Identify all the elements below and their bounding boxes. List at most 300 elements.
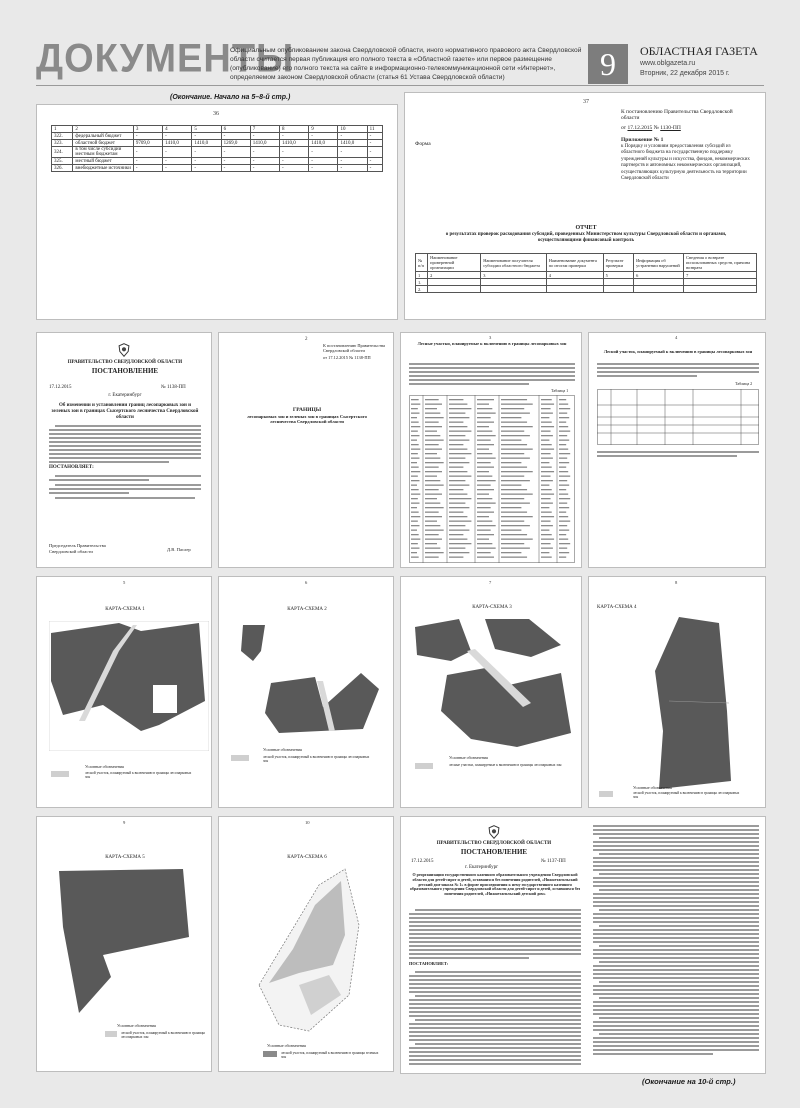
table-text-line [449,476,471,477]
sheet-page-number: 7 [489,580,492,585]
table-text-line [411,426,420,427]
table-row [52,165,383,172]
table-text-line [425,534,439,535]
table-text-line [501,530,521,531]
cell: - [192,133,221,140]
forest-plot-shape [59,869,189,1013]
map-3 [411,615,577,749]
table-text-line [559,408,570,409]
table-text-line [411,480,420,481]
legend-swatch [415,763,433,769]
cell: - [163,158,192,165]
borders-subtitle: лесопарковых зон и зеленых зон в границах Сысертского лесничества Свердловской области [247,414,367,425]
table-text-line [501,498,524,499]
sheet-page-number: 8 [675,580,678,585]
table-header-row [52,126,383,133]
table-text-line [501,503,530,504]
decree-subject: Об изменении и установлении границ лесопарковых зон и зеленых зон в границах Сысертского лесничества Свердловской области [51,403,199,420]
table-text-line [477,530,491,531]
cell: - [367,158,382,165]
table-text-line [477,525,496,526]
government-name: ПРАВИТЕЛЬСТВО СВЕРДЛОВСКОЙ ОБЛАСТИ [436,841,552,846]
legend-swatch [231,755,249,761]
legend-title: Условные обозначения [267,1043,306,1048]
table-text-line [541,453,551,454]
cell: - [338,165,367,172]
table-text-line [477,534,494,535]
map-2 [231,621,391,741]
table-text-line [477,471,489,472]
cell: - [133,133,162,140]
cell: - [367,133,382,140]
legend-text: лесной участок, планируемый к включению в границы зеленых зон [281,1051,379,1060]
table-row [416,279,757,286]
table-text-line [501,408,524,409]
cell: 1410,0 [250,140,279,147]
table-text-line [411,440,417,441]
table-text-line [449,494,467,495]
document-sheet-form [404,92,766,320]
newspaper-name: ОБЛАСТНАЯ ГАЗЕТА [640,44,758,58]
column-header: Информация об устранении нарушений [634,254,684,272]
table-text-line [541,525,553,526]
table-text-line [477,512,494,513]
table-text-line [541,413,553,414]
row-name: областной бюджет [73,140,133,147]
table-text-line [541,489,552,490]
table-text-line [411,525,420,526]
table-text-line [425,512,439,513]
table-text-line [541,534,552,535]
cell: - [133,158,162,165]
table-text-line [425,516,442,517]
table-text-line [411,507,417,508]
table-text-line [501,480,530,481]
table-text-line [449,422,463,423]
cell: - [367,165,382,172]
list-heading: Лесной участок, планируемый к включению в границы лесопарковых зон [603,349,753,354]
cell: - [221,165,250,172]
map-sheet-1 [36,576,212,808]
cell: - [221,133,250,140]
row-name: местный бюджет [73,158,133,165]
budget-table [51,125,383,172]
table-text-line [411,413,420,414]
table-text-line [541,444,552,445]
decree-number: № 1138-ПП [161,385,186,390]
appendix-title: Приложение № 1 [621,137,664,143]
table-text-line [425,399,439,400]
table-text-line [559,552,569,553]
signer-role: Председатель Правительства Свердловской области [49,543,106,554]
sheet-page-number: 4 [675,335,678,340]
row-name: в том числе субсидии местным бюджетам [73,147,133,158]
table-text-line [449,413,465,414]
table-text-line [541,440,549,441]
table-text-line [501,449,533,450]
forest-plot-shape [241,625,265,661]
table-text-line [559,404,568,405]
table-text-line [411,552,417,553]
cell: 6 [634,272,684,279]
table-text-line [411,557,419,558]
page-number-badge: 9 [588,44,628,84]
table-text-line [425,404,442,405]
cell: 1410,0 [280,140,309,147]
table-text-line [559,422,566,423]
decree-date: 17.12.2015 [627,125,653,131]
from-label: от [621,125,627,131]
newspaper-site: www.oblgazeta.ru [640,60,696,67]
table-text-line [477,431,492,432]
decree-date: 17.12.2015 [411,859,434,864]
table-text-line [559,458,567,459]
table-text-line [541,422,552,423]
decree-city: г. Екатеринбург [465,865,499,870]
table-text-line [425,462,444,463]
table-header-row [416,254,757,272]
table-text-line [501,476,524,477]
decree-number: 1130-ПП [660,125,681,131]
appendix-text: к Порядку и условиям предоставления субсидий из областного бюджета на государственную поддержку учреждений культуры и искусства, фондов, некоммерческих партнерств и автономных некоммерческих организаций, осуществляющих культурную деятельность на территории Свердловской области [621,144,750,182]
table-text-line [541,408,551,409]
table-text-line [449,525,465,526]
table-text-line [449,462,469,463]
table-text-line [477,440,491,441]
cell: - [280,147,309,158]
legend-text: лесной участок, планируемый к включению в границы лесопарковых зон [633,791,740,800]
forest-plots-table [409,395,575,563]
table-row [416,272,757,279]
cell: - [280,133,309,140]
government-name: ПРАВИТЕЛЬСТВО СВЕРДЛОВСКОЙ ОБЛАСТИ [67,360,183,365]
cell: - [338,147,367,158]
table-text-line [541,435,553,436]
table-text-line [477,417,491,418]
table-text-line [449,516,467,517]
table-text-line [541,431,551,432]
table-text-line [559,431,570,432]
table-text-line [559,494,568,495]
table-text-line [541,539,554,540]
header-cell: 11 [367,126,382,133]
table-text-line [425,507,444,508]
legend-title: Условные обозначения [263,747,302,752]
cell [546,279,603,286]
coat-of-arms-icon [117,343,131,357]
coat-of-arms-icon [487,825,501,839]
document-sheet-list-1 [400,332,582,568]
table-text-line [541,557,552,558]
forest-plot-shape [655,617,731,789]
table-text-line [477,444,494,445]
table-text-line [411,512,419,513]
continuation-note: (Окончание. Начало на 5–8-й стр.) [170,94,291,101]
cell: 9709,0 [133,140,162,147]
sheet-page-number: 36 [213,111,219,117]
table-text-line [425,431,437,432]
table-text-line [449,404,467,405]
cell: - [250,158,279,165]
table-text-line [541,417,549,418]
header-cell: 2 [73,126,133,133]
table-text-line [411,431,418,432]
table-text-line [425,476,437,477]
legend-swatch [105,1031,117,1037]
column-header: Результат проверки [603,254,633,272]
table-text-line [411,548,420,549]
header-cell: 4 [163,126,192,133]
cell [481,279,547,286]
cell: 1269,0 [221,140,250,147]
column-header: Наименование проверенной организации [428,254,481,272]
table-text-line [425,548,440,549]
document-sheet-list-2 [588,332,766,568]
table-text-line [477,404,489,405]
cell [634,279,684,286]
cell [603,279,633,286]
table-text-line [425,413,440,414]
table-text-line [541,485,549,486]
table-text-line [449,440,469,441]
table-text-line [449,471,467,472]
cell: - [280,165,309,172]
cell: 1410,0 [192,140,221,147]
cell: 1410,0 [163,140,192,147]
table-text-line [425,503,440,504]
cell: - [250,147,279,158]
table-text-line [411,444,419,445]
table-text-line [425,494,442,495]
table-text-line [501,453,524,454]
cell: 1. [416,279,428,286]
table-text-line [477,435,496,436]
table-text-line [477,426,489,427]
row-num: 322. [52,133,73,140]
table-text-line [501,485,521,486]
table-text-line [541,552,549,553]
cell: 2. [416,286,428,293]
table-text-line [449,557,463,558]
table-text-line [477,399,494,400]
table-text-line [449,539,467,540]
table-text-line [559,476,570,477]
table-text-line [541,426,554,427]
legend-swatch [263,1051,277,1057]
table-text-line [477,539,489,540]
table-text-line [541,449,554,450]
document-sheet-decree-2 [400,816,766,1074]
table-row [52,140,383,147]
header-cell: 8 [280,126,309,133]
continuation-end-note: (Окончание на 10-й стр.) [642,1077,736,1086]
legend-text: лесной участок, планируемый к включению в границы лесопарковых зон [85,771,192,780]
table-text-line [411,422,419,423]
table-text-line [449,498,471,499]
table-text-line [411,516,420,517]
header-divider [36,85,764,86]
column-header: № п/п [416,254,428,272]
cell [634,286,684,293]
table-text-line [425,498,437,499]
table-text-line [411,534,419,535]
legend-text: лесной участок, планируемый к включению в границы лесопарковых зон [121,1031,205,1040]
table-text-line [541,543,551,544]
table-text-line [449,480,465,481]
table-text-line [559,440,569,441]
table-text-line [541,548,553,549]
row-num: 324. [52,147,73,158]
table-text-line [559,417,569,418]
table-text-line [559,480,567,481]
table-text-line [477,449,489,450]
header-cell: 9 [309,126,338,133]
legend-title: Условные обозначения [85,764,124,769]
table-text-line [449,485,469,486]
table-text-line [411,417,417,418]
table-text-line [559,543,570,544]
cell [546,286,603,293]
table-text-line [477,521,492,522]
sheet-page-number: 2 [305,337,308,342]
table-text-line [559,485,569,486]
table-text-line [411,404,420,405]
table-text-line [501,507,521,508]
header-cell: 10 [338,126,367,133]
map-6 [249,865,369,1035]
table-text-line [477,494,489,495]
table-text-line [541,480,553,481]
table-text-line [501,426,533,427]
column-header: Наименование документа по итогам проверки [546,254,603,272]
table-text-line [449,543,471,544]
table-text-line [559,557,566,558]
table-text-line [501,525,530,526]
table-text-line [501,521,524,522]
cell: - [338,158,367,165]
map-title: КАРТА-СХЕМА 2 [287,607,327,612]
cell: 4 [546,272,603,279]
table-text-line [425,539,442,540]
cell: - [221,158,250,165]
decree-city: г. Екатеринбург [108,393,142,398]
table-text-line [425,485,444,486]
cell: 1410,0 [338,140,367,147]
table-text-line [411,471,420,472]
table-text-line [411,503,420,504]
cell: - [133,165,162,172]
table-text-line [477,467,494,468]
table-text-line [559,534,566,535]
table-text-line [541,494,554,495]
table-text-line [501,471,533,472]
map-sheet-2 [218,576,394,808]
table-text-line [559,444,566,445]
table-text-line [449,399,463,400]
table-row [416,286,757,293]
row-name: федеральный бюджет [73,133,133,140]
table-text-line [449,489,463,490]
table-text-line [541,462,549,463]
table-text-line [425,417,444,418]
table-text-line [425,530,444,531]
report-table [415,253,757,293]
table-text-line [501,440,521,441]
forest-plot-shape [415,619,471,661]
table-text-line [559,435,567,436]
table-text-line [501,539,533,540]
table-text-line [501,489,527,490]
cell [428,279,481,286]
cell [684,279,757,286]
table-text-line [501,462,521,463]
table-text-line [449,548,465,549]
decree-title: ПОСТАНОВЛЕНИЕ [91,367,159,375]
table-text-line [541,471,554,472]
table-text-line [501,404,533,405]
table-text-line [449,453,471,454]
list-heading: Лесные участки, планируемые к включению в границы лесопарковых зон [417,341,567,346]
map-title: КАРТА-СХЕМА 6 [287,855,327,860]
table-text-line [501,534,527,535]
table-text-line [559,512,566,513]
table-text-line [411,399,419,400]
table-text-line [425,426,442,427]
map-5 [51,867,205,1017]
table-text-line [477,413,496,414]
table-text-line [477,548,496,549]
table-text-line [425,543,437,544]
map-sheet-6 [218,816,394,1072]
sheet-page-number: 37 [583,99,589,105]
excluded-area-shape [153,685,177,713]
table-text-line [411,408,418,409]
legend-title: Условные обозначения [633,785,672,790]
table-text-line [411,521,418,522]
table-text-line [411,453,418,454]
cell: 2 [428,272,481,279]
resolves-label: ПОСТАНОВЛЯЕТ: [409,961,449,966]
table-text-line [541,516,554,517]
table-text-line [559,453,570,454]
table-text-line [425,467,439,468]
page-header [0,0,800,86]
decree-subject: О реорганизации государственного казенного образовательного учреждения Свердловской области для детей-сирот и детей, оставшихся без попечения родителей, «Нижнетагильский детский дом-школа № 1» в форме присоединения к нему государственного казенного образовательного учреждения Свердловской области для детей-сирот и детей, оставшихся без попечения родителей, «Нижнетагильский детский дом» [409,872,581,897]
table-row [52,133,383,140]
table-text-line [425,471,442,472]
sheet-page-number: 10 [305,820,310,825]
table-text-line [501,557,527,558]
table-text-line [541,521,551,522]
form-label: Форма [415,141,431,147]
table-text-line [541,404,554,405]
publication-notice: Официальным опубликованием закона Свердловской области, иного нормативного правового акта Свердловской области считается первая публикация его полного текста в «Областной газете» или первое размещение (опубликование) его полного текста на сайте в информационно-телекоммуникационной сети «Интернет», определяемом законом Свердловской области (статья 61 Устава Свердловской области) [230,47,582,81]
table-text-line [559,489,566,490]
cell [428,286,481,293]
table-text-line [541,530,549,531]
map-4 [619,611,759,791]
table-text-line [541,399,552,400]
table-text-line [477,480,496,481]
table-text-line [477,552,491,553]
cell: - [133,147,162,158]
document-sheet-table [36,104,398,320]
cell: - [367,140,382,147]
decree-title: ПОСТАНОВЛЕНИЕ [460,848,528,856]
cell: 3 [481,272,547,279]
table-text-line [411,485,417,486]
table-text-line [559,507,569,508]
